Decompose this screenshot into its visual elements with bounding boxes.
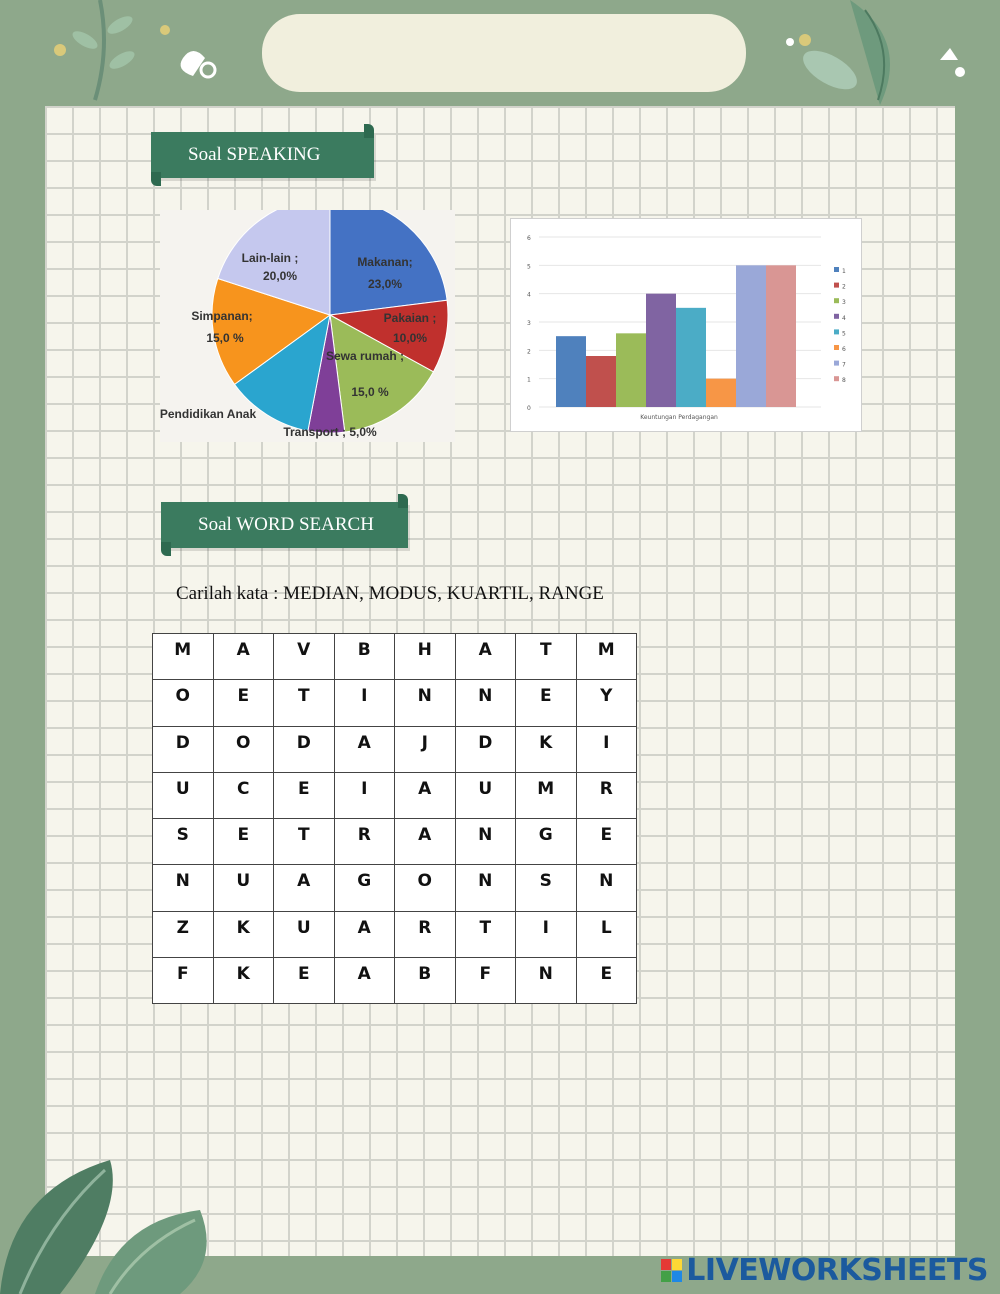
grid-letter[interactable]: A [334,726,395,772]
grid-letter[interactable]: L [576,911,637,957]
grid-letter[interactable]: B [334,634,395,680]
grid-letter[interactable]: F [455,957,516,1003]
legend-swatch [834,283,839,288]
grid-letter[interactable]: N [455,680,516,726]
grid-letter[interactable]: C [213,772,274,818]
grid-letter[interactable]: U [153,772,214,818]
legend-label: 7 [842,361,846,369]
grid-letter[interactable]: I [334,680,395,726]
legend-swatch [834,314,839,319]
monstera-leaf-decoration [0,1150,240,1294]
word-search-grid [152,633,637,1004]
grid-letter[interactable]: B [395,957,456,1003]
grid-letter[interactable]: A [455,634,516,680]
grid-letter[interactable]: O [153,680,214,726]
legend-label: 3 [842,299,846,307]
grid-letter[interactable]: K [213,911,274,957]
grid-letter[interactable]: E [213,680,274,726]
grid-letter[interactable]: A [213,634,274,680]
grid-letter[interactable]: A [334,957,395,1003]
grid-letter[interactable]: G [516,819,577,865]
bar-chart [510,218,862,432]
y-tick-label: 4 [527,291,531,299]
y-tick-label: 0 [527,405,531,412]
bar [646,294,676,407]
pie-chart [160,210,455,442]
pie-slice-label: Transport ; 5,0% [283,425,377,439]
pie-slice-label: Simpanan; [191,309,253,323]
grid-letter[interactable]: T [274,680,335,726]
pie-slice-label: Lain-lain ; [241,251,299,265]
grid-letter[interactable]: E [213,819,274,865]
bar [556,336,586,407]
grid-row [153,726,637,772]
y-tick-label: 1 [527,376,531,384]
grid-letter[interactable]: N [576,865,637,911]
grid-letter[interactable]: U [455,772,516,818]
grid-letter[interactable]: I [576,726,637,772]
pie-slice-label: Makanan; [357,255,413,269]
leaf-decoration-top-left [40,0,220,110]
speaking-section-label: Soal SPEAKING [151,132,374,178]
legend-swatch [834,298,839,303]
grid-letter[interactable]: N [395,680,456,726]
grid-letter[interactable]: K [213,957,274,1003]
grid-letter[interactable]: T [516,634,577,680]
bar [586,356,616,407]
grid-letter[interactable]: A [274,865,335,911]
pie-chart-svg [160,210,455,442]
grid-row [153,819,637,865]
pie-slice-value-label: 10,0% [392,331,428,345]
grid-letter[interactable]: E [274,772,335,818]
legend-swatch [834,267,839,272]
grid-letter[interactable]: R [395,911,456,957]
legend-label: 1 [842,268,846,275]
grid-letter[interactable]: A [334,911,395,957]
grid-row [153,865,637,911]
grid-letter[interactable]: U [213,865,274,911]
grid-letter[interactable]: A [395,819,456,865]
grid-letter[interactable]: G [334,865,395,911]
leaf-decoration-top-right [760,0,1000,110]
x-axis-label: Keuntungan Perdagangan [640,414,718,421]
pie-slice-label: Pendidikan Anak [160,407,257,421]
grid-letter[interactable]: A [395,772,456,818]
instruction-text: Carilah kata : MEDIAN, MODUS, KUARTIL, RANGE [176,583,604,604]
grid-letter[interactable]: Y [576,680,637,726]
logo-square [672,1271,682,1282]
title-banner [262,14,746,92]
grid-letter[interactable]: D [455,726,516,772]
grid-letter[interactable]: Z [153,911,214,957]
legend-label: 5 [842,330,846,338]
logo-square [661,1271,671,1282]
liveworksheets-logo[interactable] [661,1253,988,1288]
legend-swatch [834,361,839,366]
bar [766,265,796,407]
grid-letter[interactable]: N [516,957,577,1003]
grid-letter[interactable]: S [153,819,214,865]
logo-mark-icon [661,1259,682,1282]
grid-letter[interactable]: F [153,957,214,1003]
pie-slice-label: Sewa rumah ; [325,349,405,363]
pie-slice-label: Pakaian ; [383,311,437,325]
logo-square [672,1259,682,1270]
grid-letter[interactable]: N [455,819,516,865]
grid-letter[interactable]: J [395,726,456,772]
legend-label: 6 [842,346,846,353]
grid-row [153,772,637,818]
grid-letter[interactable]: E [576,957,637,1003]
grid-letter[interactable]: T [274,819,335,865]
bar [736,265,766,407]
grid-letter[interactable]: I [516,911,577,957]
y-tick-label: 2 [527,348,531,356]
grid-letter[interactable]: R [334,819,395,865]
y-tick-label: 5 [527,263,531,271]
grid-letter[interactable]: S [516,865,577,911]
grid-letter[interactable]: N [455,865,516,911]
legend-swatch [834,329,839,334]
grid-letter[interactable]: D [274,726,335,772]
grid-letter[interactable]: T [455,911,516,957]
grid-letter[interactable]: K [516,726,577,772]
grid-letter[interactable]: I [334,772,395,818]
legend-label: 4 [842,314,846,322]
grid-letter[interactable]: O [213,726,274,772]
grid-letter[interactable]: M [153,634,214,680]
bar [616,333,646,407]
grid-letter[interactable]: M [576,634,637,680]
grid-letter[interactable]: E [516,680,577,726]
legend-label: 2 [842,283,846,291]
grid-letter[interactable]: O [395,865,456,911]
grid-row [153,680,637,726]
grid-letter[interactable]: V [274,634,335,680]
grid-letter[interactable]: R [576,772,637,818]
pie-slice-value-label: 20,0% [262,269,298,283]
legend-swatch [834,345,839,350]
grid-letter[interactable]: E [576,819,637,865]
grid-letter[interactable]: U [274,911,335,957]
legend-swatch [834,376,839,381]
y-tick-label: 3 [527,320,531,327]
logo-square [661,1259,671,1270]
pie-slice-value-label: 23,0% [367,277,403,291]
pie-slice-value-label: 15,0 % [351,385,389,399]
grid-letter[interactable]: N [153,865,214,911]
grid-letter[interactable]: M [516,772,577,818]
legend-label: 8 [842,377,846,385]
word-search-section-label: Soal WORD SEARCH [161,502,408,548]
pie-slice-value-label: 15,0 % [206,331,244,345]
grid-row [153,957,637,1003]
grid-letter[interactable]: H [395,634,456,680]
grid-letter[interactable]: E [274,957,335,1003]
bar [706,379,736,407]
bar [676,308,706,407]
bar-chart-svg [511,219,861,431]
grid-row [153,911,637,957]
grid-letter[interactable]: D [153,726,214,772]
brand-name: LIVEWORKSHEETS [686,1253,988,1288]
y-tick-label: 6 [527,235,531,242]
grid-row [153,634,637,680]
